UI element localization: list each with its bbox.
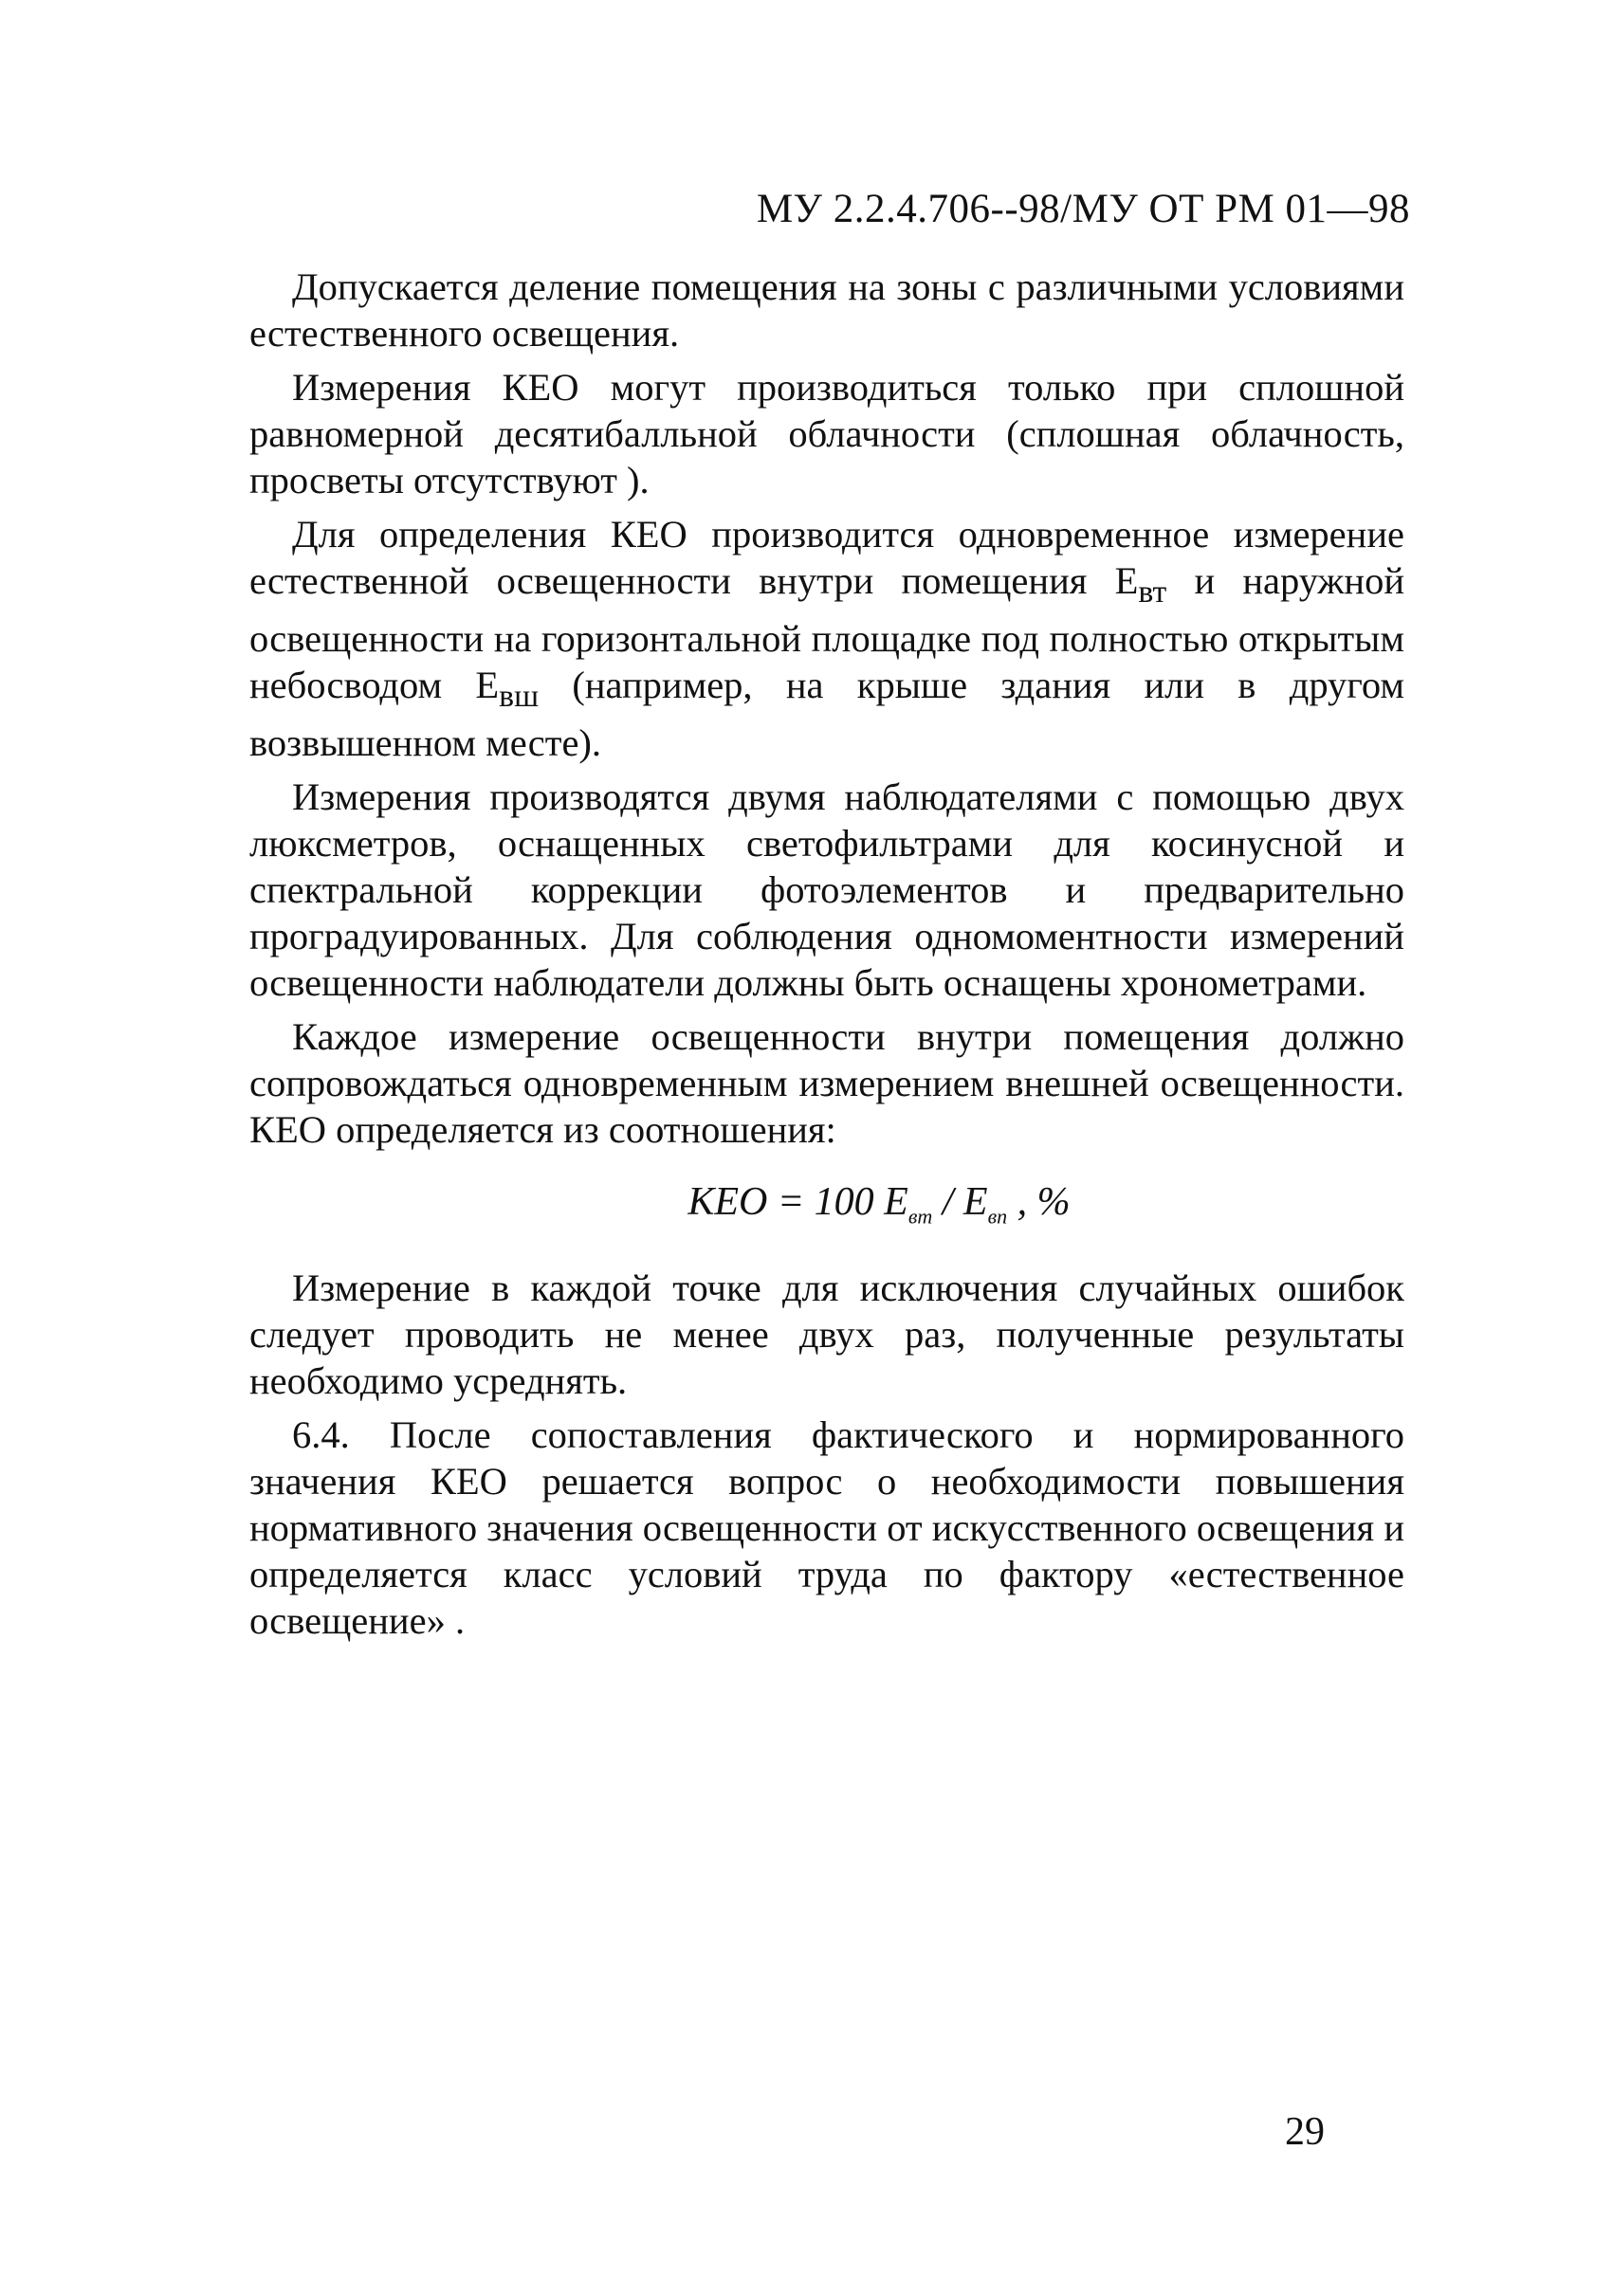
formula-sub-outer: вп	[987, 1204, 1008, 1229]
paragraph-averaging: Измерение в каждой точке для исключения случайных ошибок следует проводить не менее двух раз, полученные результаты необходимо усреднять.	[249, 1266, 1404, 1402]
document-header: МУ 2.2.4.706--98/МУ ОТ РМ 01—98	[756, 187, 1410, 231]
paragraph-cloudiness: Измерения КЕО могут производиться только при сплошной равномерной десятибалльной облачности (сплошная облачность, просветы отсутствуют ).	[249, 366, 1404, 501]
paragraph-simultaneous: Каждое измерение освещенности внутри помещения должно сопровождаться одновременным измерением внешней освещенности. КЕО определяется из соотношения:	[249, 1015, 1404, 1152]
paragraph-zones: Допускается деление помещения на зоны с различными условиями естественного освещения.	[249, 265, 1404, 355]
keo-formula	[249, 1179, 1404, 1239]
subscript: вт	[1138, 574, 1167, 610]
paragraph-measurement-method	[249, 511, 1404, 766]
subscript: вш	[499, 679, 540, 715]
page-number: 29	[1285, 2110, 1325, 2154]
text-segment: (например, на крыше здания или в другом возвышенном месте).	[249, 664, 1404, 765]
paragraph-section-6-4: 6.4. После сопоставления фактического и нормированного значения КЕО решается вопрос о необходимости повышения нормативного значения освещенности от искусственного освещения и определяется класс условий труда по фактору «естественное освещение» .	[249, 1412, 1404, 1642]
formula-unit: , %	[1007, 1180, 1071, 1225]
formula-lhs: KEO = 100 E	[687, 1180, 908, 1225]
text-segment: и наружной освещенности на горизонтальной площадке под полностью открытым небосводом E	[249, 559, 1404, 707]
paragraph-observers: Измерения производятся двумя наблюдателями с помощью двух люксметров, оснащенных светофильтрами для косинусной и спектральной коррекции фотоэлементов и предварительно проградуированных. Для соблюдения одномоментности измерений освещенности наблюдатели должны быть оснащены хронометрами.	[249, 775, 1404, 1005]
formula-divide: / E	[932, 1180, 988, 1225]
formula-sub-inner: вт	[907, 1204, 933, 1229]
document-body	[249, 264, 1404, 1651]
text-segment: Для определения КЕО производится одновременное измерение естественной освещенности внутри помещения E	[249, 513, 1404, 602]
